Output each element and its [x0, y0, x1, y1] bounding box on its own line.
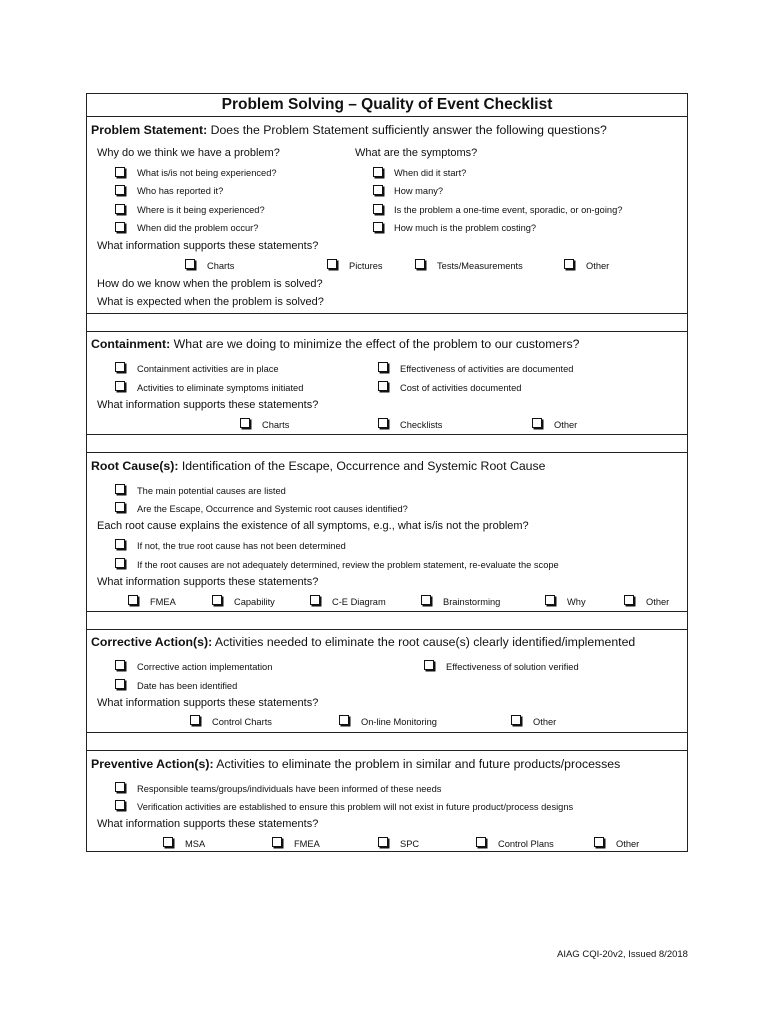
checkbox[interactable] — [511, 715, 521, 725]
question-info: What information supports these statements? — [97, 697, 319, 709]
option-label: Charts — [207, 261, 235, 271]
question-info: What information supports these statements? — [97, 399, 319, 411]
checklist-item: How many? — [394, 186, 444, 196]
option-label: Control Charts — [212, 717, 272, 727]
checkbox[interactable] — [115, 679, 125, 689]
checkbox[interactable] — [415, 259, 425, 269]
checklist-item: Effectiveness of activities are documented — [400, 364, 574, 374]
question-info: What information supports these statements? — [97, 576, 319, 588]
option-label: Pictures — [349, 261, 383, 271]
checklist-item: When did it start? — [394, 168, 467, 178]
problem-statement-header: Problem Statement: Does the Problem Statement sufficiently answer the following questions? — [91, 123, 607, 137]
checkbox[interactable] — [373, 204, 383, 214]
checkbox[interactable] — [115, 558, 125, 568]
option-label: Control Plans — [498, 839, 554, 849]
option-label: On-line Monitoring — [361, 717, 437, 727]
checkbox[interactable] — [115, 660, 125, 670]
option-label: Tests/Measurements — [437, 261, 523, 271]
checkbox[interactable] — [378, 381, 388, 391]
option-label: FMEA — [294, 839, 320, 849]
option-label: Charts — [262, 420, 290, 430]
option-label: Checklists — [400, 420, 443, 430]
option-label: MSA — [185, 839, 206, 849]
option-label: Capability — [234, 597, 275, 607]
checkbox[interactable] — [424, 660, 434, 670]
checklist-item: If not, the true root cause has not been determined — [137, 541, 346, 551]
option-label: FMEA — [150, 597, 176, 607]
question-expected-solved: What is expected when the problem is solved? — [97, 296, 324, 308]
checkbox[interactable] — [624, 595, 634, 605]
checkbox[interactable] — [163, 837, 173, 847]
checkbox[interactable] — [115, 782, 125, 792]
checkbox[interactable] — [115, 167, 125, 177]
checkbox[interactable] — [545, 595, 555, 605]
checklist-item: Containment activities are in place — [137, 364, 279, 374]
option-label: Other — [533, 717, 557, 727]
checkbox[interactable] — [373, 185, 383, 195]
checkbox[interactable] — [327, 259, 337, 269]
checkbox[interactable] — [339, 715, 349, 725]
checkbox[interactable] — [115, 502, 125, 512]
checkbox[interactable] — [115, 800, 125, 810]
question-info: What information supports these statements? — [97, 818, 319, 830]
question-info: What information supports these statements? — [97, 240, 319, 252]
checkbox[interactable] — [476, 837, 486, 847]
option-label: Other — [554, 420, 578, 430]
checkbox[interactable] — [115, 539, 125, 549]
checkbox[interactable] — [115, 204, 125, 214]
checkbox[interactable] — [115, 185, 125, 195]
checklist-item: Corrective action implementation — [137, 662, 273, 672]
option-label: SPC — [400, 839, 420, 849]
checkbox[interactable] — [594, 837, 604, 847]
checklist-item: When did the problem occur? — [137, 223, 259, 233]
question-known-solved: How do we know when the problem is solved? — [97, 278, 323, 290]
root-cause-header: Root Cause(s): Identification of the Escape, Occurrence and Systemic Root Cause — [91, 459, 546, 473]
checkbox[interactable] — [378, 362, 388, 372]
checklist-item: Activities to eliminate symptoms initiated — [137, 383, 304, 393]
checklist-item: If the root causes are not adequately determined, review the problem statement, re-evaluate the scope — [137, 560, 559, 570]
checkbox[interactable] — [240, 418, 250, 428]
corrective-action-header: Corrective Action(s): Activities needed to eliminate the root cause(s) clearly identified/implemented — [91, 635, 636, 649]
checkbox[interactable] — [564, 259, 574, 269]
checkbox[interactable] — [378, 837, 388, 847]
checklist-item: Where is it being experienced? — [137, 205, 265, 215]
checkbox[interactable] — [190, 715, 200, 725]
question-why-problem: Why do we think we have a problem? — [97, 147, 280, 159]
checkbox[interactable] — [115, 381, 125, 391]
form-title: Problem Solving – Quality of Event Checklist — [221, 96, 553, 113]
divider — [87, 750, 687, 751]
divider — [87, 629, 687, 630]
checkbox[interactable] — [185, 259, 195, 269]
checkbox[interactable] — [272, 837, 282, 847]
checkbox[interactable] — [115, 362, 125, 372]
option-label: Other — [586, 261, 610, 271]
checklist-item: Date has been identified — [137, 681, 238, 691]
checkbox[interactable] — [212, 595, 222, 605]
checkbox[interactable] — [373, 167, 383, 177]
checkbox[interactable] — [310, 595, 320, 605]
option-label: Other — [646, 597, 670, 607]
checklist-item: Who has reported it? — [137, 186, 224, 196]
checkbox[interactable] — [421, 595, 431, 605]
checklist-item: Verification activities are established to ensure this problem will not exist in future product/process designs — [137, 802, 574, 812]
containment-header: Containment: What are we doing to minimize the effect of the problem to our customers? — [91, 337, 580, 351]
checkbox[interactable] — [128, 595, 138, 605]
divider — [87, 116, 687, 117]
checklist-item: Effectiveness of solution verified — [446, 662, 579, 672]
divider — [87, 611, 687, 612]
divider — [87, 331, 687, 332]
question-symptoms: What are the symptoms? — [355, 147, 478, 159]
option-label: Why — [567, 597, 586, 607]
footer-document-id: AIAG CQI-20v2, Issued 8/2018 — [557, 949, 688, 960]
checklist-item: Responsible teams/groups/individuals have been informed of these needs — [137, 784, 442, 794]
checklist-item: Cost of activities documented — [400, 383, 522, 393]
checklist-item: Are the Escape, Occurrence and Systemic root causes identified? — [137, 504, 408, 514]
checkbox[interactable] — [115, 222, 125, 232]
checklist-item: The main potential causes are listed — [137, 486, 286, 496]
divider — [87, 732, 687, 733]
preventive-action-header: Preventive Action(s): Activities to eliminate the problem in similar and future products/processes — [91, 757, 621, 771]
checkbox[interactable] — [532, 418, 542, 428]
divider — [87, 452, 687, 453]
option-label: C-E Diagram — [332, 597, 386, 607]
checkbox[interactable] — [373, 222, 383, 232]
checklist-form — [86, 93, 688, 852]
option-label: Brainstorming — [443, 597, 501, 607]
question-root-cause-explains: Each root cause explains the existence of all symptoms, e.g., what is/is not the problem? — [97, 520, 529, 532]
divider — [87, 434, 687, 435]
checklist-item: How much is the problem costing? — [394, 223, 537, 233]
checklist-item: Is the problem a one-time event, sporadic, or on-going? — [394, 205, 623, 215]
option-label: Other — [616, 839, 640, 849]
divider — [87, 313, 687, 314]
checklist-item: What is/is not being experienced? — [137, 168, 277, 178]
checkbox[interactable] — [378, 418, 388, 428]
checkbox[interactable] — [115, 484, 125, 494]
